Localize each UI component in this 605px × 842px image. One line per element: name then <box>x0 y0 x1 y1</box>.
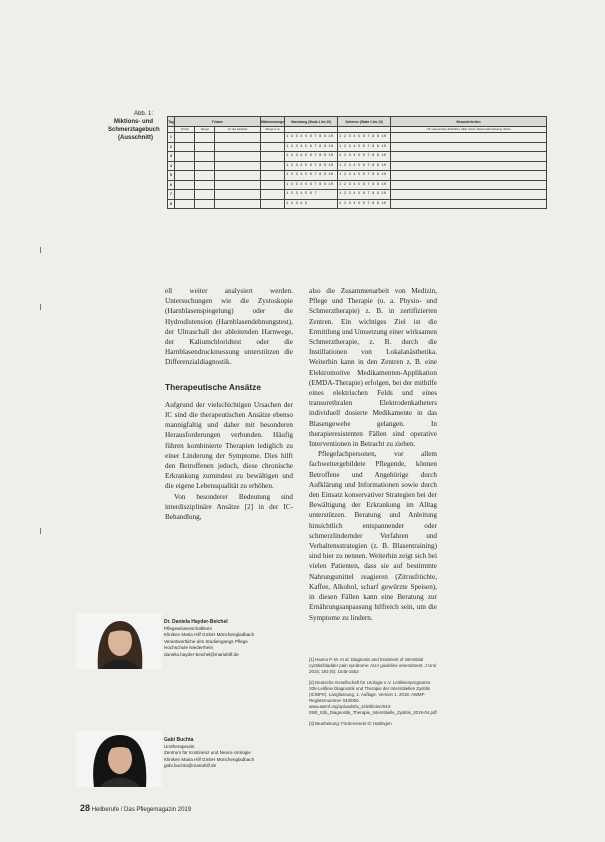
diary-row <box>168 199 547 209</box>
harndrang-scale: 1 2 3 4 5 <box>285 199 338 209</box>
author-name: Dr. Daniela Hayder-Beichel <box>164 619 228 625</box>
schmerz-scale: 1 2 3 4 5 6 7 8 9 10 <box>338 161 391 171</box>
crop-mark <box>40 528 41 534</box>
diary-subheader: Menge <box>195 127 215 133</box>
diary-row <box>168 180 547 190</box>
reference-item: [2] Deutsche Gesellschaft für Urologie e.V. Leitlinienprogramm. S2k-Leitlinie Diagnostik und Therapie der Interstitiellen Zystitis (IC/BPS). Langfassung, 1. Auflage, Version 1, 2018. AWMF-Registernummer 043/050. www.awmf.org/uploads/tx_szleitlinien/043-050l_S2k_Diagnostik_Therapie_Interstitielle_Zystitis_2019-04.pdf <box>309 680 437 715</box>
figure-caption-title: (Ausschnitt) <box>118 135 153 141</box>
text-column-right <box>309 286 437 623</box>
row-number: 4 <box>168 161 175 171</box>
row-number: 3 <box>168 152 175 162</box>
crop-mark <box>40 247 41 253</box>
harndrang-scale: 1 2 3 4 5 6 7 8 9 10 <box>285 180 338 190</box>
harndrang-scale: 1 2 3 4 5 6 7 8 9 10 <box>285 152 338 162</box>
diary-subheader: Menge in ml <box>260 127 284 133</box>
author-line: Zentrum für Kontinenz und Neuro-Urologie <box>164 750 251 756</box>
diary-subheader: Uhrzeit <box>175 127 195 133</box>
paragraph: Pflegefachpersonen, vor allem fachweitergebildete Pflegende, können Betroffene und Angehörige durch Aufklärung und Informationen sowie durch den Einsatz konservativer Strategien bei der Bewältigung der Erkrankung im Alltag unterstützen. Beratung und Anleitung hinsichtlich entspannender oder schmerzlindernder Verfahren und Verhaltensstrategien (z. B. Blasentraining) sind hier zu nennen. Weiterhin zeigt sich bei vielen Patienten, dass sie auf bestimmte Nahrungsmittel reagieren (Zitrusfrüchte, Kaffee, Alkohol, scharf gewürzte Speisen), in diesen Fällen kann eine Beratung zur Ernährungsanpassung hilfreich sein, um die Symptome zu lindern. <box>309 450 437 622</box>
harndrang-scale: 1 2 3 4 5 6 7 <box>285 190 338 200</box>
text-column-left <box>165 286 293 522</box>
author-line: Urotherapeutin <box>164 743 195 749</box>
author-portrait-image <box>76 613 162 669</box>
author-info <box>164 737 304 770</box>
diary-table <box>167 116 547 240</box>
author-email: daniela.hayder-beichel@mariahilf.de <box>164 651 239 657</box>
schmerz-scale: 1 2 3 4 5 6 7 8 9 10 <box>338 180 391 190</box>
row-number: 7 <box>168 190 175 200</box>
schmerz-scale: 1 2 3 4 5 6 7 8 9 10 <box>338 199 391 209</box>
journal-name: Heilberufe / Das Pflegemagazin 2019 <box>91 807 192 813</box>
section-heading: Therapeutische Ansätze <box>165 381 262 392</box>
paragraph: also die Zusammenarbeit von Medizin, Pflege und Therapie (u. a. Physio- und Schmerztherapie) z. B. in zertifizierten Zentren. Ein wichtiges Ziel ist die Ermittlung und Umsetzung einer wirksamen Schmerztherapie, z. B. durch die Instillationen von Lokalanästhetika. Weiterhin kann in den Zentren z. B. eine Elektromotive Medikamenten-Applikation (EMDA-Therapie) erfolgen, bei der mithilfe eines elektrischen Felds und eines transurethralen Elektrodenkatheters individuell dosierte Medikamente in das Blasengewebe gelangen. In therapieresistenten Fällen sind operative Interventionen in Betracht zu ziehen. <box>309 287 437 449</box>
author-email: gabi.buchta@mariahilf.de <box>164 763 217 769</box>
author-portrait-image <box>76 731 162 787</box>
diary-row <box>168 190 547 200</box>
row-number: 8 <box>168 199 175 209</box>
schmerz-scale: 1 2 3 4 5 6 7 8 9 10 <box>338 142 391 152</box>
author-line: Hochschule Niederrhein <box>164 645 214 651</box>
row-number: 2 <box>168 142 175 152</box>
diary-row <box>168 161 547 171</box>
diary-header-row <box>168 117 547 127</box>
author-info <box>164 619 304 659</box>
schmerz-scale: 1 2 3 4 5 6 7 8 9 10 <box>338 190 391 200</box>
row-number: 6 <box>168 180 175 190</box>
diary-subheader: z.B. Lebensmittel, Aktivitäten, Kälte, Sitzen, Menstruationsblutung, Stress <box>391 127 547 133</box>
row-number: 1 <box>168 133 175 143</box>
figure-caption-label: Abb. 1: <box>133 111 153 117</box>
author-photo <box>76 731 162 787</box>
author-line: Verantwortliche des Studiengangs Pflege <box>164 638 248 644</box>
references <box>309 657 437 732</box>
paragraph: ell weiter analysiert werden. Untersuchungen wie die Zystoskopie (Harnblasenspiegelung) oder die Hydrodistension (Harnblasendehnungstest), der Ultraschall der ableitenden Harnwege, der Kaliumchloridtest oder die Harnblasendruckmessung unterstützen die Differenzialdiagnostik. <box>165 287 293 367</box>
diary-row <box>168 142 547 152</box>
figure-caption <box>108 110 160 142</box>
paragraph: Aufgrund der vielschichtigen Ursachen der IC sind die therapeutischen Ansätze ebenso mannigfaltig und daher mit besonderen Herausforderungen verbunden. Häufig führen kombinierte Therapien lediglich zu einer Linderung der Symptome. Dies hilft den Betroffenen jedoch, diese chronische Erkrankung zumindest zu bewältigen und die eigene Lebensqualität zu erhöhen. <box>165 400 293 491</box>
figure-caption-title: Miktions- und <box>114 119 153 125</box>
author-photo <box>76 613 162 669</box>
author-line: Pflegewissenschaftlerin <box>164 625 213 631</box>
reference-item: [3] Bearbeitung: Förderverein IC Hattingen <box>309 721 392 726</box>
diary-header: Tag <box>168 117 175 127</box>
paragraph: Von besonderer Bedeutung sind interdisziplinäre Ansätze [2] in der IC-Behandlung, <box>165 492 293 522</box>
diary-row <box>168 152 547 162</box>
schmerz-scale: 1 2 3 4 5 6 7 8 9 10 <box>338 152 391 162</box>
page-footer <box>80 803 191 813</box>
author-line: Kliniken Maria Hilf GmbH Mönchengladbach <box>164 632 255 638</box>
page-number: 28 <box>80 803 91 813</box>
author-line: Kliniken Maria Hilf GmbH Mönchengladbach <box>164 756 255 762</box>
figure-caption-title: Schmerztagebuch <box>108 127 160 133</box>
author-name: Gabi Buchta <box>164 737 194 743</box>
row-number: 5 <box>168 171 175 181</box>
harndrang-scale: 1 2 3 4 5 6 7 8 9 10 <box>285 161 338 171</box>
diary-header: Trinken <box>175 117 261 127</box>
diary-header: Schmerz (Skala 1 bis 10) <box>338 117 391 127</box>
schmerz-scale: 1 2 3 4 5 6 7 8 9 10 <box>338 171 391 181</box>
diary-row <box>168 133 547 143</box>
diary-row <box>168 171 547 181</box>
schmerz-scale: 1 2 3 4 5 6 7 8 9 10 <box>338 133 391 143</box>
diary-header: Harndrang (Skala 1 bis 10) <box>285 117 338 127</box>
diary-header: Besonderheiten <box>391 117 547 127</box>
harndrang-scale: 1 2 3 4 5 6 7 8 9 10 <box>285 171 338 181</box>
harndrang-scale: 1 2 3 4 5 6 7 8 9 10 <box>285 142 338 152</box>
diary-header: Miktionsmenge <box>260 117 284 127</box>
harndrang-scale: 1 2 3 4 5 6 7 8 9 10 <box>285 133 338 143</box>
reference-item: [1] Hanno P. M. et al. Diagnosis and treatment of interstitial cystitis/bladder pain syndrome: AUA guideline amendment. J Urol 2015; 193 (5): 1545-1553 <box>309 657 437 674</box>
crop-mark <box>40 304 41 310</box>
diary-subheader: Art des Getränks <box>215 127 261 133</box>
